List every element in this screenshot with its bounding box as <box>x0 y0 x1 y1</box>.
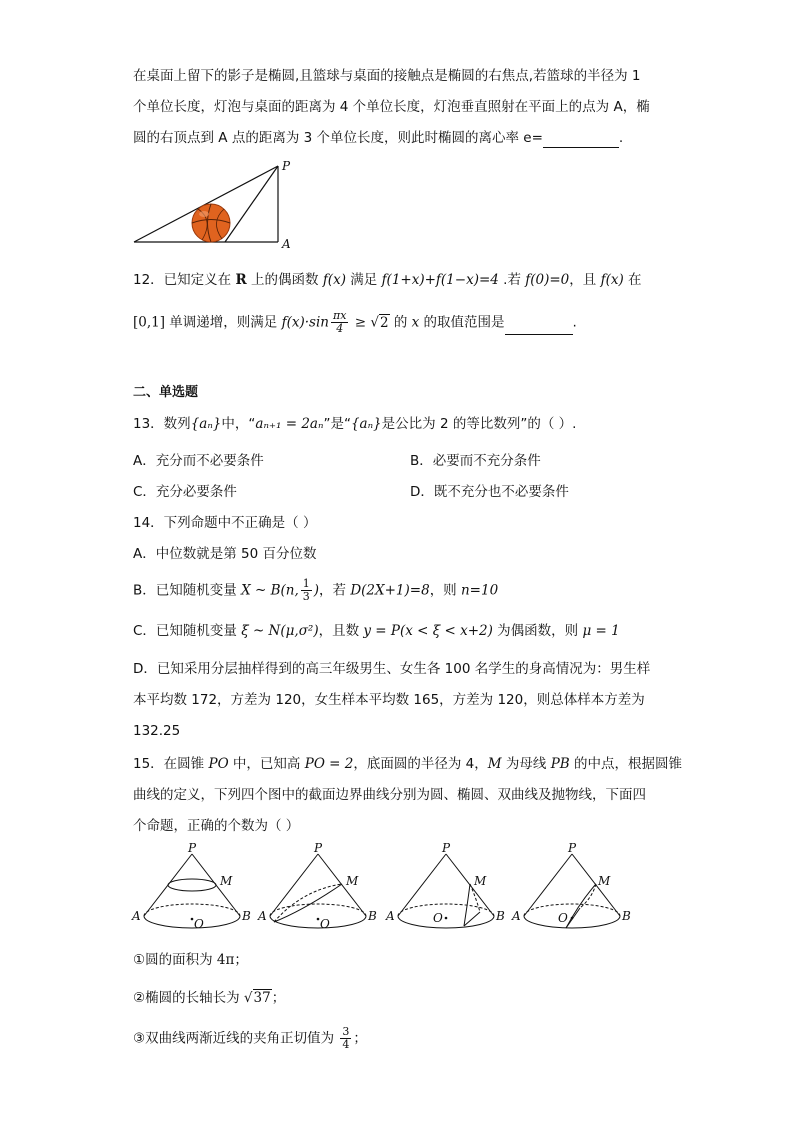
q14-c-text: C．已知随机变量 <box>133 623 242 639</box>
svg-text:P: P <box>188 841 197 855</box>
q12-interval: [0,1] <box>133 314 166 331</box>
svg-text:M: M <box>346 874 359 888</box>
q13-option-a[interactable]: A．充分而不必要条件 <box>133 453 264 469</box>
q11-line2: 个单位长度，灯泡与桌面的距离为 4 个单位长度，灯泡垂直照射在平面上的点为 A，椭 <box>133 99 650 115</box>
q15-cone-figures <box>128 840 648 940</box>
q15-item2-end: ； <box>271 990 286 1006</box>
svg-text:M: M <box>598 874 611 888</box>
svg-text:O: O <box>558 911 568 925</box>
cone-ellipse-section <box>257 841 377 931</box>
q15-line3: 个命题，正确的个数为（ ） <box>133 818 300 834</box>
q15-item2 <box>133 988 285 1008</box>
q14-b-close: ) <box>313 582 320 599</box>
svg-text:M: M <box>220 874 233 888</box>
q15-text: 中，已知高 <box>228 756 305 772</box>
q15-item3-end: ； <box>353 1030 367 1047</box>
q12-expr: f(x)·sin <box>281 314 329 331</box>
q13-text: 中，“ <box>221 416 256 432</box>
q12-text: 满足 <box>345 272 382 288</box>
q15-text: 的中点，根据圆锥 <box>569 756 682 772</box>
svg-text:B: B <box>242 909 251 923</box>
q14-c-text: ，且数 <box>318 623 364 639</box>
q11-line1: 在桌面上留下的影子是椭圆,且篮球与桌面的接触点是椭圆的右焦点,若篮球的半径为 1 <box>133 68 641 84</box>
q12-text: .若 <box>498 272 526 288</box>
cone-parabola-section <box>511 841 631 928</box>
q14-option-a[interactable]: A．中位数就是第 50 百分位数 <box>133 546 317 562</box>
q15-item1-text: ①圆的面积为 <box>133 952 217 968</box>
q13-option-b[interactable]: B．必要而不充分条件 <box>410 453 541 469</box>
q12-line1 <box>133 270 642 290</box>
q12-text: 12．已知定义在 <box>133 272 236 288</box>
q12-text: 在 <box>623 272 642 288</box>
answer-blank <box>505 319 573 335</box>
q12-fx: f(x) <box>600 272 624 288</box>
svg-text:O: O <box>320 917 330 931</box>
q12-text: 单调递增，则满足 <box>165 314 282 331</box>
q14-d-line3: 132.25 <box>133 723 181 739</box>
svg-text:M: M <box>474 874 487 888</box>
section-title: 二、单选题 <box>133 385 199 400</box>
q15-PB: PB <box>550 756 570 772</box>
q15-text: 15．在圆锥 <box>133 756 209 772</box>
q15-item3-num: 3 <box>342 1025 350 1038</box>
q11-line3-text: 圆的右顶点到 A 点的距离为 3 个单位长度，则此时椭圆的离心率 e= <box>133 130 543 146</box>
q12-fraction <box>331 310 348 335</box>
q15-item2-sqrt: √ <box>243 990 253 1006</box>
q12-text: 的取值范围是 <box>419 314 505 331</box>
svg-text:O: O <box>194 917 204 931</box>
q15-item2-text: ②椭圆的长轴长为 <box>133 990 244 1006</box>
q15-text: ，底面圆的半径为 4， <box>353 756 488 772</box>
q15-line2: 曲线的定义，下列四个图中的截面边界曲线分别为圆、椭圆、双曲线及抛物线，下面四 <box>133 787 646 803</box>
svg-text:A: A <box>258 909 267 923</box>
q12-frac-num: πx <box>333 309 347 322</box>
basketball-icon <box>192 204 230 242</box>
q14-b-dist: X ~ B(n, <box>241 582 299 599</box>
point-P-label: P <box>282 159 291 173</box>
q12-text: ，且 <box>569 272 601 288</box>
answer-blank <box>543 132 619 148</box>
q13-text: 13．数列 <box>133 416 191 432</box>
q14-b-variance: D(2X+1)=8 <box>350 582 430 599</box>
q13-seq: {aₙ} <box>350 416 382 432</box>
q14-stem: 14．下列命题中不正确是（ ） <box>133 515 317 531</box>
svg-text:A: A <box>132 909 141 923</box>
q14-b-frac-num: 1 <box>302 577 310 590</box>
q15-PO: PO <box>208 756 229 772</box>
q14-option-c[interactable] <box>133 621 620 641</box>
q14-b-text: ，则 <box>429 582 461 599</box>
q11-figure <box>130 156 300 252</box>
svg-text:B: B <box>368 909 377 923</box>
q15-item2-radicand: 37 <box>253 990 271 1006</box>
q15-item1 <box>133 950 248 970</box>
q15-M: M <box>487 756 502 772</box>
q12-R: R <box>235 272 247 288</box>
q13-seq: {aₙ} <box>190 416 222 432</box>
q12-radicand: 2 <box>379 314 389 331</box>
q13-option-d[interactable]: D．既不充分也不必要条件 <box>410 484 569 500</box>
q14-c-mu: μ = 1 <box>582 623 620 639</box>
q12-ge: ≥ √ <box>350 314 379 331</box>
q12-line2 <box>133 310 577 335</box>
q15-item1-value: 4π <box>216 952 235 968</box>
q12-f0: f(0)=0 <box>525 272 570 288</box>
q15-item1-end: ； <box>234 952 248 968</box>
q12-text: 上的偶函数 <box>246 272 323 288</box>
q14-d-line2: 本平均数 172，方差为 120，女生样本平均数 165，方差为 120，则总体样本方差为 <box>133 692 645 708</box>
svg-text:O: O <box>433 911 443 925</box>
q12-frac-den: 4 <box>336 322 344 335</box>
svg-text:P: P <box>568 841 577 855</box>
q13-text: 是公比为 2 的等比数列”的（ ）. <box>381 416 577 432</box>
q14-b-text: ，若 <box>319 582 351 599</box>
q11-line3: 圆的右顶点到 A 点的距离为 3 个单位长度，则此时椭圆的离心率 e= . <box>133 130 624 146</box>
svg-text:P: P <box>314 841 323 855</box>
q14-option-d[interactable] <box>133 659 650 679</box>
q15-item3-den: 4 <box>342 1038 350 1051</box>
svg-text:P: P <box>442 841 451 855</box>
q15-height: PO = 2 <box>304 756 354 772</box>
q14-b-text: B．已知随机变量 <box>133 582 242 599</box>
q14-c-dist: ξ ~ N(μ,σ²) <box>241 623 319 639</box>
q14-d-line1: D．已知采用分层抽样得到的高三年级男生、女生各 100 名学生的身高情况为：男生样 <box>133 661 651 677</box>
q13-text: ”是“ <box>323 416 351 432</box>
q12-period: . <box>572 314 577 331</box>
q13-option-c[interactable]: C．充分必要条件 <box>133 484 237 500</box>
q14-c-text: 为偶函数，则 <box>492 623 583 639</box>
light-ray-right <box>225 166 278 242</box>
q12-text: 的 <box>389 314 412 331</box>
q12-fx: f(x) <box>322 272 346 288</box>
q15-text: 为母线 <box>501 756 551 772</box>
q14-b-n: n=10 <box>460 582 499 599</box>
cone-circle-section <box>131 841 251 931</box>
svg-text:B: B <box>622 909 631 923</box>
svg-text:A: A <box>512 909 521 923</box>
point-A-label: A <box>282 237 291 251</box>
cone-hyperbola-section <box>385 841 505 928</box>
q15-line1 <box>133 754 682 774</box>
q14-b-fraction <box>301 578 312 603</box>
q12-x: x <box>411 314 420 331</box>
q15-item3-fraction <box>340 1026 351 1051</box>
q13-stem <box>133 414 576 434</box>
svg-text:B: B <box>496 909 505 923</box>
svg-text:A: A <box>386 909 395 923</box>
q13-recurrence: aₙ₊₁ = 2aₙ <box>255 416 324 432</box>
q15-item3-text: ③双曲线两渐近线的夹角正切值为 <box>133 1030 339 1047</box>
q14-option-b[interactable] <box>133 578 498 603</box>
q14-b-frac-den: 3 <box>302 590 310 603</box>
q14-c-func: y = P(x < ξ < x+2) <box>363 623 493 639</box>
q12-condition: f(1+x)+f(1−x)=4 <box>381 272 499 288</box>
q15-item3 <box>133 1026 367 1051</box>
